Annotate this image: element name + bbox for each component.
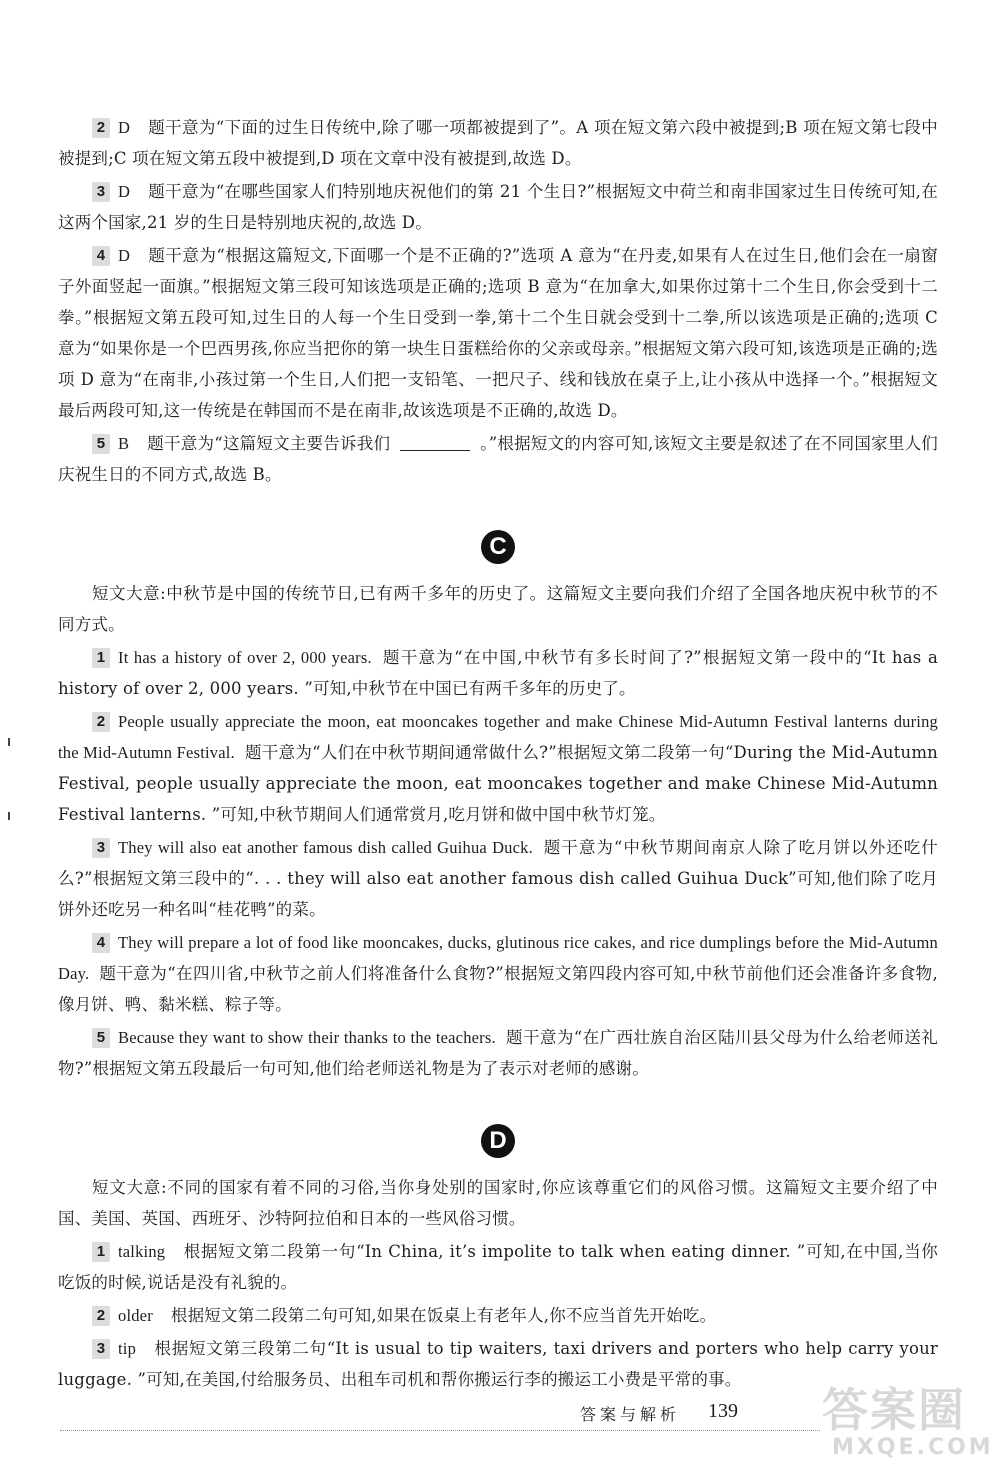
explanation-before-blank: 题干意为“这篇短文主要告诉我们 [147, 434, 391, 453]
question-b2 [58, 112, 938, 174]
margin-mark [8, 738, 10, 746]
explanation: 题干意为“中秋节期间南京人除了吃月饼以外还吃什么?”根据短文第三段中的“. . . they will also eat another famous dish called Guihua Duck”可知,他们除了吃月饼外还吃另一种名叫“桂花鸭”的菜。 [58, 838, 938, 919]
question-number: 5 [92, 434, 110, 454]
margin-mark [8, 812, 10, 820]
question-number: 5 [92, 1028, 110, 1048]
question-c4 [58, 927, 938, 1020]
answer: D [118, 246, 131, 265]
blank-line [400, 432, 470, 451]
explanation-after-blank: 。”根据短文的内容可知,该短文主要是叙述了在不同国家里人们庆祝生日的不同方式,故选 B。 [58, 434, 939, 484]
question-b3 [58, 176, 938, 238]
answer-page [58, 112, 938, 1397]
question-d3 [58, 1333, 938, 1395]
explanation: 根据短文第二段第二句可知,如果在饭桌上有老年人,你不应当首先开始吃。 [170, 1306, 717, 1325]
question-c5 [58, 1022, 938, 1084]
explanation: 题干意为“在中国,中秋节有多长时间了?”根据短文第一段中的“It has a history of over 2, 000 years. ”可知,中秋节在中国已有两千多年的历史了。 [58, 648, 938, 698]
question-number: 2 [92, 712, 110, 732]
explanation: 题干意为“在哪些国家人们特别地庆祝他们的第 21 个生日?”根据短文中荷兰和南非国家过生日传统可知,在这两个国家,21 岁的生日是特别地庆祝的,故选 D。 [58, 182, 938, 232]
watermark-url: MXQE.COM [832, 1435, 994, 1460]
section-badge-d: D [481, 1124, 515, 1158]
explanation: 题干意为“人们在中秋节期间通常做什么?”根据短文第二段第一句“During the Mid-Autumn Festival, people usually appreciate the moon, eat mooncakes together and make Chinese Mid-Autumn Festival lanterns. ”可知,中秋节期间人们通常赏月,吃月饼和做中国中秋节灯笼。 [58, 743, 938, 824]
question-c2 [58, 706, 938, 830]
page-number: 139 [708, 1400, 738, 1422]
answer: B [118, 434, 130, 453]
question-number: 1 [92, 1242, 110, 1262]
section-c [58, 530, 938, 1084]
explanation: 根据短文第二段第一句“In China, it’s impolite to talk when eating dinner. ”可知,在中国,当你吃饭的时候,说话是没有礼貌的。 [58, 1242, 938, 1292]
section-badge-c: C [481, 530, 515, 564]
explanation: 根据短文第三段第二句“It is usual to tip waiters, taxi drivers and porters who help carry your luggage. ”可知,在美国,付给服务员、出租车司机和帮你搬运行李的搬运工小费是平常的事。 [58, 1339, 938, 1389]
question-c1 [58, 642, 938, 704]
question-d1 [58, 1236, 938, 1298]
footer-rule [60, 1430, 820, 1431]
answer: talking [118, 1242, 166, 1261]
answer: Because they want to show their thanks to the teachers. [118, 1028, 496, 1047]
question-number: 3 [92, 1339, 110, 1359]
question-number: 2 [92, 118, 110, 138]
watermark-text: 答案圈 [822, 1383, 966, 1437]
section-d [58, 1124, 938, 1395]
question-number: 3 [92, 838, 110, 858]
page-footer [60, 1402, 940, 1432]
answer: D [118, 182, 131, 201]
question-number: 4 [92, 246, 110, 266]
explanation: 题干意为“在广西壮族自治区陆川县父母为什么给老师送礼物?”根据短文第五段最后一句可知,他们给老师送礼物是为了表示对老师的感谢。 [58, 1028, 938, 1078]
question-number: 4 [92, 933, 110, 953]
question-d2 [58, 1300, 938, 1331]
question-number: 2 [92, 1306, 110, 1326]
explanation: 题干意为“在四川省,中秋节之前人们将准备什么食物?”根据短文第四段内容可知,中秋节前他们还会准备许多食物,像月饼、鸭、黏米糕、粽子等。 [58, 964, 938, 1014]
question-c3 [58, 832, 938, 925]
explanation: 题干意为“根据这篇短文,下面哪一个是不正确的?”选项 A 意为“在丹麦,如果有人在过生日,他们会在一扇窗子外面竖起一面旗。”根据短文第三段可知该选项是正确的;选项 B 意为“在加拿大,如果你过第十二个生日,你会受到十二拳。”根据短文第五段可知,过生日的人每一个生日受到一拳,第十二个生日就会受到十二拳,所以该选项是正确的;选项 C 意为“如果你是一个巴西男孩,你应当把你的第一块生日蛋糕给你的父亲或母亲。”根据短文第六段可知,该选项是正确的;选项 D 意为“在南非,小孩过第一个生日,人们把一支铅笔、一把尺子、线和钱放在桌子上,让小孩从中选择一个。”根据短文最后两段可知,这一传统是在韩国而不是在南非,故该选项是不正确的,故选 D。 [58, 246, 938, 420]
answer: tip [118, 1339, 137, 1358]
answer: People usually appreciate the moon, eat mooncakes together and make Chinese Mid-Autumn Festival lanterns during the Mid-Autumn Festival. [58, 712, 938, 762]
answer: They will also eat another famous dish called Guihua Duck. [118, 838, 533, 857]
question-number: 1 [92, 648, 110, 668]
question-number: 3 [92, 182, 110, 202]
answer: older [118, 1306, 153, 1325]
summary: 短文大意:中秋节是中国的传统节日,已有两千多年的历史了。这篇短文主要向我们介绍了全国各地庆祝中秋节的不同方式。 [58, 584, 938, 634]
question-b5 [58, 428, 938, 490]
summary: 短文大意:不同的国家有着不同的习俗,当你身处别的国家时,你应该尊重它们的风俗习惯。这篇短文主要介绍了中国、美国、英国、西班牙、沙特阿拉伯和日本的一些风俗习惯。 [58, 1178, 938, 1228]
answer: It has a history of over 2, 000 years. [118, 648, 372, 667]
explanation: 题干意为“下面的过生日传统中,除了哪一项都被提到了”。A 项在短文第六段中被提到;B 项在短文第七段中被提到;C 项在短文第五段中被提到,D 项在文章中没有被提到,故选 D。 [58, 118, 938, 168]
footer-label: 答案与解析 [580, 1405, 681, 1424]
answer: They will prepare a lot of food like mooncakes, ducks, glutinous rice cakes, and rice dumplings before the Mid-Autumn Day. [58, 933, 938, 983]
answer: D [118, 118, 131, 137]
question-b4 [58, 240, 938, 426]
section-b [58, 112, 938, 490]
watermark-logo [822, 1384, 992, 1472]
